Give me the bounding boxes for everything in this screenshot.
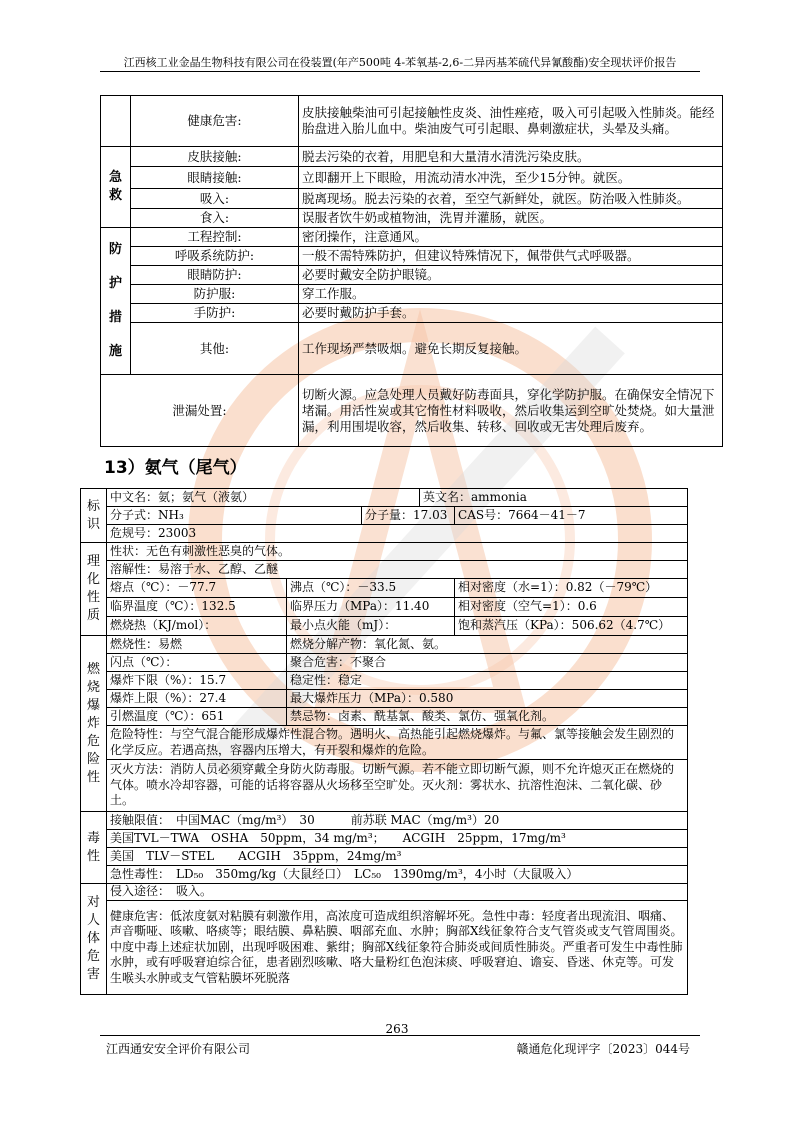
row-text: 脱离现场。脱去污染的衣着，至空气新鲜处，就医。防治吸入性肺炎。 [299,189,723,209]
lower-explosive-limit: 爆炸下限（%）：15.7 [107,672,287,690]
side-label-health: 对人体危害 [81,884,107,995]
row-label: 呼吸系统防护: [131,247,299,266]
exposure-route: 侵入途径： 吸入。 [107,884,688,901]
row-text: 工作现场严禁吸烟。避免长期反复接触。 [299,323,723,375]
tlv-stel: 美国 TLV－STEL ACGIH 35ppm，24mg/m³ [107,848,688,866]
row-label: 眼睛防护: [131,266,299,285]
side-label-fire: 燃烧爆炸危险性 [81,636,107,812]
page-header: 江西核工业金晶生物科技有限公司在役装置(年产500吨 4-苯氧基-2,6-二异丙基苯硫代异氰酸酯)安全现状评价报告 [123,56,677,69]
row-label: 皮肤接触: [131,147,299,167]
footer-company: 江西通安安全评价有限公司 [106,1042,251,1056]
max-explosion-pressure: 最大爆炸压力（MPa）：0.580 [287,690,688,708]
exposure-limit: 接触限值： 中国MAC（mg/m³） 30 前苏联 MAC（mg/m³）20 [107,812,688,830]
formula: 分子式：NH₃ [107,507,362,525]
first-aid-table [100,95,723,447]
vapor-pressure: 饱和蒸汽压（KPa）：506.62（4.7℃） [455,617,688,636]
upper-explosive-limit: 爆炸上限（%）：27.4 [107,690,287,708]
row-text: 密闭操作，注意通风。 [299,228,723,247]
boiling-point: 沸点（℃）：－33.5 [287,579,455,598]
rel-density-air: 相对密度（空气=1）：0.6 [455,598,688,617]
rel-density-water: 相对密度（水=1）：0.82（－79℃） [455,579,688,598]
min-ignition-energy: 最小点火能（mJ）： [287,617,455,636]
side-label-tox: 毒性 [81,812,107,884]
row-text: 必要时戴防护手套。 [299,304,723,323]
row-text: 一般不需特殊防护，但建议特殊情况下，佩带供气式呼吸器。 [299,247,723,266]
row-text: 必要时戴安全防护眼镜。 [299,266,723,285]
side-label-id: 标识 [81,489,107,543]
row-label: 吸入: [131,189,299,209]
section-cell-health [101,96,131,147]
autoignition-temp: 引燃温度（℃）：651 [107,708,287,726]
critical-pressure: 临界压力（MPa）：11.40 [287,598,455,617]
en-name: 英文名：ammonia [420,489,688,507]
flash-point: 闪点（℃）： [107,654,287,672]
footer-report-number: 赣通危化现评字〔2023〕044号 [516,1042,690,1056]
row-label: 工程控制: [131,228,299,247]
row-text: 切断火源。应急处理人员戴好防毒面具，穿化学防护服。在确保安全情况下堵漏。用活性炭或其它惰性材料吸收，然后收集运到空旷处焚烧。如大量泄漏，利用围堤收容，然后收集、转移、回收或无害处理后废弃。 [299,375,723,447]
cas-number: CAS号：7664－41－7 [455,507,688,525]
hazard-number: 危规号：23003 [107,525,688,543]
polymerization: 聚合危害：不聚合 [287,654,688,672]
row-label: 防护服: [131,285,299,304]
row-label: 泄漏处置: [101,375,299,447]
incompatible: 禁忌物：卤素、酰基氯、酸类、氯仿、强氧化剂。 [287,708,688,726]
section-protection: 防护措施 [101,228,131,375]
row-text: 立即翻开上下眼睑，用流动清水冲洗，至少15分钟。就医。 [299,167,723,189]
tlv-twa: 美国TVL－TWA OSHA 50ppm，34 mg/m³； ACGIH 25ppm，17mg/m³ [107,830,688,848]
fire-fighting-method: 灭火方法：消防人员必须穿戴全身防火防毒服。切断气源。若不能立即切断气源，则不允许熄灭正在燃烧的气体。喷水冷却容器，可能的话将容器从火场移至空旷处。灭火剂：雾状水、抗溶性泡沫、二氧化碳、砂土。 [107,760,688,812]
ammonia-msds-table [80,488,688,995]
page-number: 263 [385,1022,409,1036]
heat-of-combustion: 燃烧热（KJ/mol）： [107,617,287,636]
row-label: 食入: [131,209,299,228]
stability: 稳定性：稳定 [287,672,688,690]
section-heading: 13）氨气（尾气） [104,458,247,478]
row-text: 误服者饮牛奶或植物油，洗胃并灌肠，就医。 [299,209,723,228]
health-hazard-text: 健康危害：低浓度氨对粘膜有刺激作用，高浓度可造成组织溶解坏死。急性中毒：轻度者出现流泪、咽痛、声音嘶哑、咳嗽、咯痰等；眼结膜、鼻粘膜、咽部充血、水肿；胸部X线征象符合支气管炎或支气管周围炎。中度中毒上述症状加剧，出现呼吸困难、紫绀；胸部X线征象符合肺炎或间质性肺炎。严重者可发生中毒性肺水肿，或有呼吸窘迫综合征，患者剧烈咳嗽、咯大量粉红色泡沫痰、呼吸窘迫、谵妄、昏迷、休克等。可发生喉头水肿或支气管粘膜坏死脱落 [107,901,688,995]
row-label: 手防护: [131,304,299,323]
row-text: 皮肤接触柴油可引起接触性皮炎、油性痤疮，吸入可引起吸入性肺炎。能经胎盘进入胎儿血中。柴油废气可引起眼、鼻刺激症状，头晕及头痛。 [299,96,723,147]
flammability: 燃烧性：易燃 [107,636,287,654]
side-label-phys: 理化性质 [81,543,107,636]
row-text: 穿工作服。 [299,285,723,304]
critical-temp: 临界温度（℃）：132.5 [107,598,287,617]
solubility: 溶解性：易溶于水、乙醇、乙醚 [107,561,688,579]
acute-toxicity: 急性毒性： LD₅₀ 350mg/kg（大鼠经口） LC₅₀ 1390mg/m³，4小时（大鼠吸入） [107,866,688,884]
section-first-aid: 急救 [101,147,131,228]
row-label: 眼睛接触: [131,167,299,189]
header-rule [100,71,700,72]
hazard-characteristics: 危险特性：与空气混合能形成爆炸性混合物。遇明火、高热能引起燃烧爆炸。与氟、氯等接触会发生剧烈的化学反应。若遇高热，容器内压增大，有开裂和爆炸的危险。 [107,726,688,760]
property: 性状：无色有刺激性恶臭的气体。 [107,543,688,561]
molecular-weight: 分子量：17.03 [362,507,455,525]
combustion-products: 燃烧分解产物：氧化氮、氨。 [287,636,688,654]
cn-name: 中文名：氨；氨气（液氨） [107,489,420,507]
row-label: 其他: [131,323,299,375]
footer-rule [100,1035,700,1036]
melting-point: 熔点（℃）：－77.7 [107,579,287,598]
row-text: 脱去污染的衣着，用肥皂和大量清水清洗污染皮肤。 [299,147,723,167]
row-label: 健康危害: [131,96,299,147]
